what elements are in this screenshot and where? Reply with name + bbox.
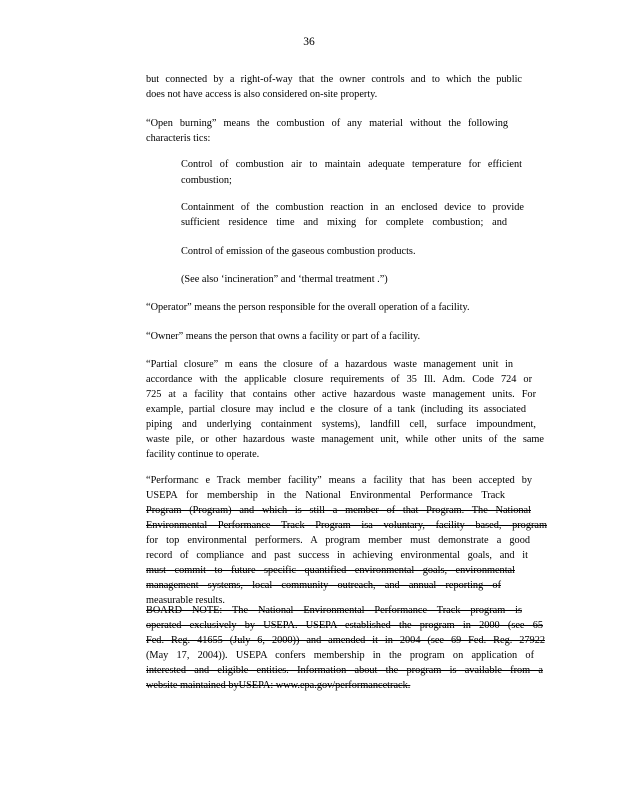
struck-text-line: BOARD NOTE: The National Environmental Performance Track program is xyxy=(146,605,522,616)
struck-text-line: interested and eligible entities. Information about the program is available from a xyxy=(146,665,543,676)
text-line: characteris tics: xyxy=(146,133,211,144)
text-line: “Performanc e Track member facility” means a facility that has been accepted by xyxy=(146,475,532,486)
text-line: but connected by a right-of-way that the owner controls and to which the public xyxy=(146,74,522,85)
text-line: facility continue to operate. xyxy=(146,449,260,460)
text-line: combustion; xyxy=(181,175,232,186)
struck-text-line: management systems, local community outreach, and annual reporting of xyxy=(146,580,501,591)
text-line: Containment of the combustion reaction in an enclosed device to provide xyxy=(181,202,524,213)
struck-text-line: Fed. Reg. 41655 (July 6, 2000)) and amended it in 2004 (see 69 Fed. Reg. 27922 xyxy=(146,635,545,646)
struck-text-line: Program (Program) and which is still a member of that Program. The National xyxy=(146,505,531,516)
text-line: sufficient residence time and mixing for complete combustion; and xyxy=(181,217,507,228)
struck-text-line: operated exclusively by USEPA. USEPA established the program in 2000 (see 65 xyxy=(146,620,543,631)
text-line: USEPA for membership in the National Environmental Performance Track xyxy=(146,490,505,501)
page-number: 36 xyxy=(303,36,315,48)
text-line: “Operator” means the person responsible for the overall operation of a facility. xyxy=(146,302,470,313)
text-line: “Partial closure” m eans the closure of a hazardous waste management unit in xyxy=(146,359,513,370)
struck-text-line: Environmental Performance Track Program isa voluntary, facility based, program xyxy=(146,520,547,531)
text-line: “Owner” means the person that owns a facility or part of a facility. xyxy=(146,331,421,342)
text-line: piping and underlying containment systems), landfill cell, surface impoundment, xyxy=(146,419,536,430)
text-line: Control of emission of the gaseous combustion products. xyxy=(181,246,416,257)
struck-text-line: website maintained byUSEPA: www.epa.gov/performancetrack. xyxy=(146,680,411,691)
text-line: (See also ‘incineration” and ‘thermal treatment .”) xyxy=(181,274,388,285)
struck-text-line: must commit to future specific quantified environmental goals, environmental xyxy=(146,565,515,576)
text-line: “Open burning” means the combustion of any material without the following xyxy=(146,118,508,129)
text-line: for top environmental performers. A program member must demonstrate a good xyxy=(146,535,530,546)
text-line: accordance with the applicable closure requirements of 35 Ill. Adm. Code 724 or xyxy=(146,374,532,385)
text-line: (May 17, 2004)). USEPA confers membership in the program on application of xyxy=(146,650,534,661)
text-line: does not have access is also considered on-site property. xyxy=(146,89,378,100)
text-line: waste pile, or other hazardous waste management unit, while other units of the same xyxy=(146,434,544,445)
text-line: example, partial closure may includ e the closure of a tank (including its associated xyxy=(146,404,526,415)
text-line: measurable results. xyxy=(146,595,225,606)
text-line: 725 at a facility that contains other active hazardous waste management units. For xyxy=(146,389,536,400)
text-line: Control of combustion air to maintain adequate temperature for efficient xyxy=(181,159,522,170)
text-line: record of compliance and past success in achieving environmental goals, and it xyxy=(146,550,528,561)
